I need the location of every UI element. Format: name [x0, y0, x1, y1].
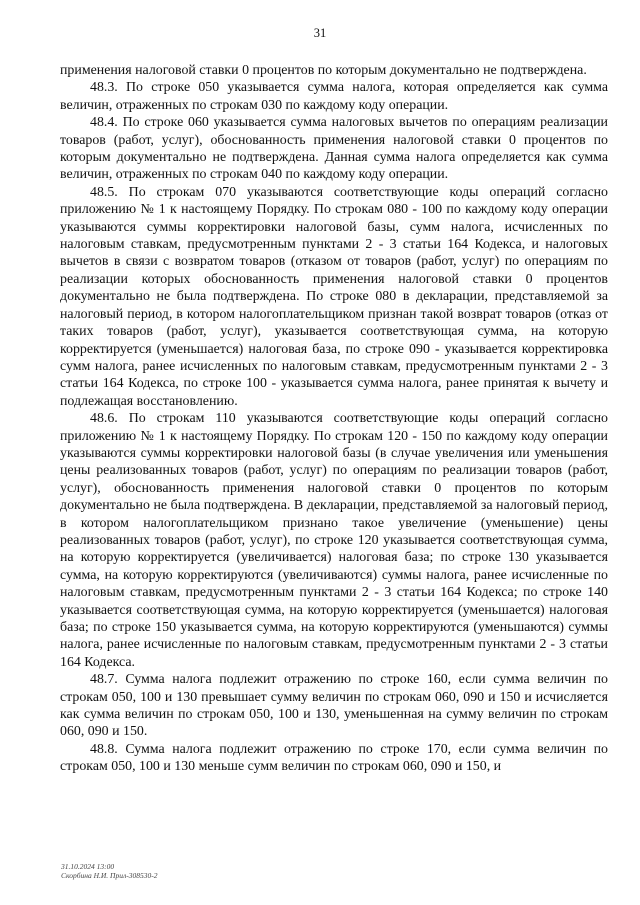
stamp-author: Скорбина Н.И. Прил-308530-2 — [61, 871, 158, 880]
paragraph-48-5: 48.5. По строкам 070 указываются соответствующие коды операций согласно приложению № 1 к настоящему Порядку. По строкам 080 - 100 по каждому коду операции указываются суммы корректировки налоговой базы, сумм налога, исчисленных по налоговым ставкам, предусмотренным пунктами 2 - 3 статьи 164 Кодекса, и налоговых вычетов в связи с возвратом товаров (отказом от товаров (работ, услуг) по операциям по реализации которых обоснованность применения налоговой ставки 0 процентов документально не была подтверждена. По строке 080 в декларации, представляемой за налоговый период, в котором налогоплательщиком признан такой возврат товаров (отказ от таких товаров (работ, услуг), указывается соответствующая сумма, на которую корректируется (уменьшается) налоговая база, по строке 090 - указывается корректировка сумм налога, ранее исчисленных по налоговым ставкам, предусмотренным пунктами 2 - 3 статьи 164 Кодекса, по строке 100 - указывается сумма налога, ранее принятая к вычету и подлежащая восстановлению. — [60, 184, 608, 409]
page-number: 31 — [313, 26, 327, 40]
paragraph-48-7: 48.7. Сумма налога подлежит отражению по строке 160, если сумма величин по строкам 050, 100 и 130 превышает сумму величин по строкам 060, 090 и 150 и исчисляется как сумма величин по строкам 050, 100 и 130, уменьшенная на сумму величин по строкам 060, 090 и 150. — [60, 672, 608, 740]
paragraph-48-6: 48.6. По строкам 110 указываются соответствующие коды операций согласно приложению № 1 к настоящему Порядку. По строкам 120 - 150 по каждому коду операции указываются суммы корректировки налоговой базы (в случае увеличения или уменьшения цены реализованных товаров (работ, услуг) по операциям по реализации товаров (работ, услуг), обоснованность применения налоговой ставки 0 процентов по которым документально не была подтверждена. В декларации, представляемой за налоговый период, в котором налогоплательщиком признано такое увеличение (уменьшение) цены реализованных товаров (работ, услуг), по строке 120 указывается соответствующая сумма, на которую корректируется (увеличивается) налоговая база; по строке 130 указывается сумма, на которую корректируются (увеличиваются) суммы налога, ранее исчисленные по налоговым ставкам, предусмотренным пунктами 2 - 3 статьи 164 Кодекса; по строке 140 указывается соответствующая сумма, на которую корректируется (уменьшается) налоговая база; по строке 150 указывается сумма, на которую корректируются (уменьшаются) суммы налога, ранее исчисленные по налоговым ставкам, предусмотренным пунктами 2 - 3 статьи 164 Кодекса. — [60, 411, 608, 670]
document-body — [60, 62, 608, 776]
document-stamp — [61, 862, 157, 880]
paragraph-48-8: 48.8. Сумма налога подлежит отражению по строке 170, если сумма величин по строкам 050, 100 и 130 меньше сумм величин по строкам 060, 090 и 150, и — [60, 741, 608, 775]
stamp-date: 31.10.2024 13:00 — [61, 862, 115, 871]
paragraph-48-3: 48.3. По строке 050 указывается сумма налога, которая определяется как сумма величин, отраженных по строкам 030 по каждому коду операции. — [60, 80, 608, 113]
paragraph-continuation: применения налоговой ставки 0 процентов по которым документально не подтверждена. — [60, 63, 587, 78]
paragraph-48-4: 48.4. По строке 060 указывается сумма налоговых вычетов по операциям реализации товаров (работ, услуг), обоснованность применения налоговой ставки 0 процентов по которым документально не подтверждена. Данная сумма налога определяется как сумма величин, отраженных по строкам 040 по каждому коду операции. — [60, 115, 608, 183]
